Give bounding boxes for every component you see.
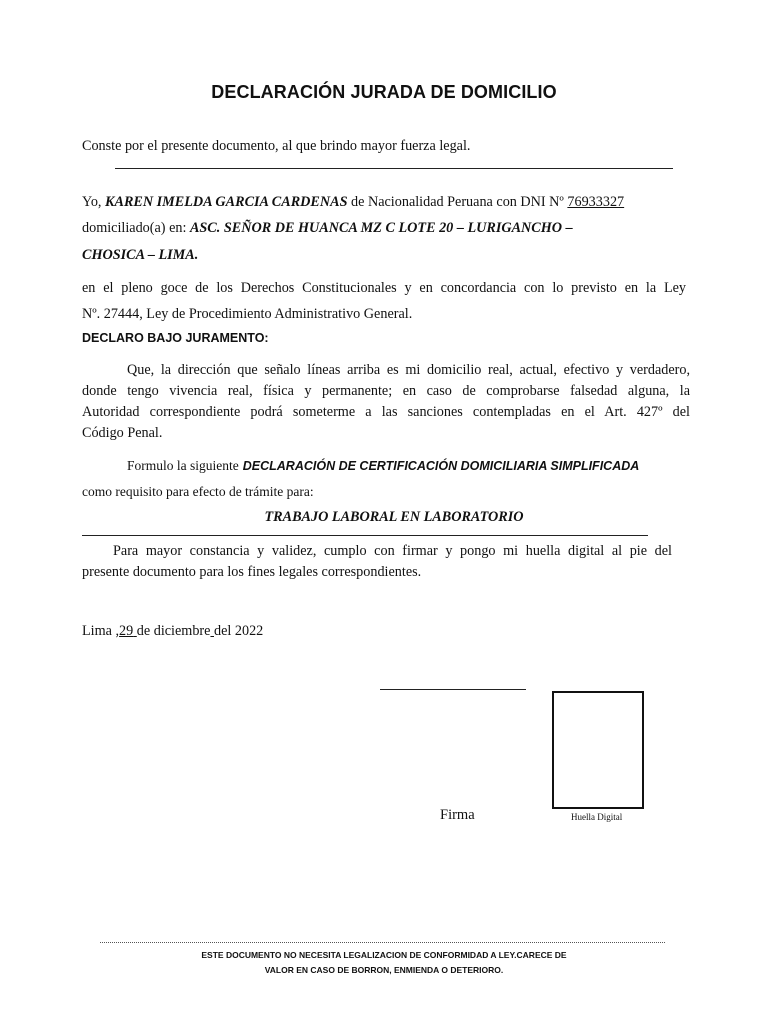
- statement-line-1: Que, la dirección que señalo líneas arriba es mi domicilio real, actual, efectivo y verdadero,: [127, 362, 690, 378]
- domicile-label: domiciliado(a) en:: [82, 220, 187, 236]
- date-day: 29: [119, 623, 134, 639]
- formulo-line: [127, 455, 639, 476]
- date-month: de diciembre: [136, 623, 211, 639]
- fingerprint-label: Huella Digital: [571, 812, 623, 822]
- intro-text: Conste por el presente documento, al que brindo mayor fuerza legal.: [82, 138, 471, 154]
- requisito-text: como requisito para efecto de trámite para:: [82, 484, 314, 499]
- statement-line-4: Código Penal.: [82, 425, 163, 441]
- signature-label: Firma: [440, 807, 475, 823]
- constancia-line-1: Para mayor constancia y validez, cumplo con firmar y pongo mi huella digital al pie del: [113, 543, 672, 559]
- footer-line-2: VALOR EN CASO DE BORRON, ENMIENDA O DETERIORO.: [264, 965, 504, 975]
- fingerprint-box: [552, 691, 644, 809]
- signature-line: [380, 689, 526, 690]
- rights-line-2: Nº. 27444, Ley de Procedimiento Administrativo General.: [82, 306, 413, 322]
- date-line: [82, 621, 263, 642]
- footer-divider: [100, 942, 665, 943]
- rights-line-1: en el pleno goce de los Derechos Constitucionales y en concordancia con lo previsto en la Ley: [82, 280, 686, 296]
- identity-line: [82, 192, 692, 213]
- statement-line-2: donde tengo vivencia real, física y permanente; en caso de comprobarse falsedad alguna, la: [82, 383, 690, 399]
- declaro-heading: DECLARO BAJO JURAMENTO:: [82, 331, 269, 345]
- declarant-name: KAREN IMELDA GARCIA CARDENAS: [105, 194, 348, 210]
- address-line-1: ASC. SEÑOR DE HUANCA MZ C LOTE 20 – LURIGANCHO –: [189, 220, 573, 236]
- page-title: DECLARACIÓN JURADA DE DOMICILIO: [211, 82, 557, 102]
- tramite-underline: [82, 535, 648, 536]
- address-line-2: CHOSICA – LIMA.: [82, 247, 199, 263]
- dni-number: 76933327: [567, 194, 625, 210]
- identity-prefix: Yo,: [82, 194, 102, 210]
- nationality-text: de Nacionalidad Peruana con DNI Nº: [351, 194, 564, 210]
- tramite-text: TRABAJO LABORAL EN LABORATORIO: [264, 509, 524, 525]
- divider-line: [115, 168, 673, 169]
- date-year: del 2022: [214, 623, 264, 639]
- formulo-prefix: Formulo la siguiente: [127, 458, 239, 473]
- statement-line-3: Autoridad correspondiente podrá someterme a las sanciones contempladas en el Art. 427º del: [82, 404, 690, 420]
- constancia-line-2: presente documento para los fines legales correspondientes.: [82, 564, 422, 580]
- date-city: Lima ,: [82, 623, 120, 639]
- footer-line-1: ESTE DOCUMENTO NO NECESITA LEGALIZACION DE CONFORMIDAD A LEY.CARECE DE: [201, 950, 567, 960]
- address-line: [82, 218, 573, 239]
- formulo-title: DECLARACIÓN DE CERTIFICACIÓN DOMICILIARIA SIMPLIFICADA: [242, 459, 640, 473]
